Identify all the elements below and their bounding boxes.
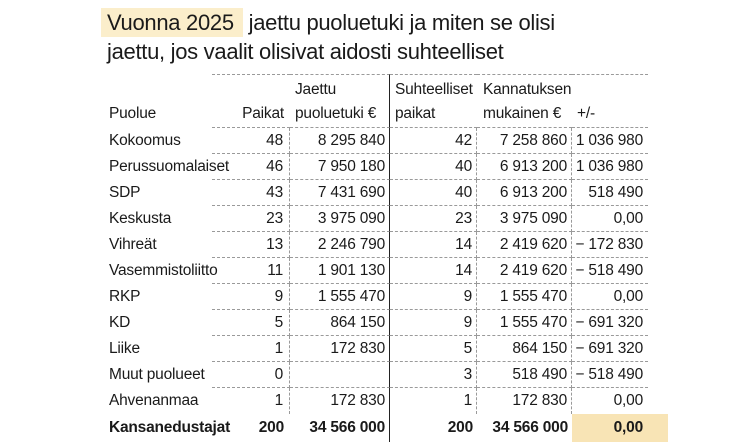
seats-cell: 46 bbox=[212, 154, 290, 180]
prop-subsidy-cell: 2 419 620 bbox=[477, 258, 572, 284]
party-name: Perussuomalaiset bbox=[109, 158, 229, 175]
party-name: Kokoomus bbox=[109, 132, 181, 149]
total-prop-seats-cell: 200 bbox=[447, 419, 473, 436]
prop-seats-cell: 9 bbox=[390, 284, 477, 310]
prop-subsidy-cell: 1 555 470 bbox=[477, 310, 572, 336]
seats-cell: 23 bbox=[212, 206, 290, 232]
diff-cell: − 691 320 bbox=[572, 310, 648, 336]
prop-subsidy-cell: 7 258 860 bbox=[477, 128, 572, 154]
header-suht-paikat: paikat bbox=[390, 101, 477, 128]
party-name: Muut puolueet bbox=[109, 366, 205, 383]
header-puoluetuki: puoluetuki € bbox=[290, 101, 390, 128]
diff-cell: − 518 490 bbox=[572, 258, 648, 284]
diff-cell: − 172 830 bbox=[572, 232, 648, 258]
subsidy-cell: 172 830 bbox=[290, 336, 390, 362]
diff-cell: 0,00 bbox=[572, 206, 648, 232]
prop-seats-cell: 23 bbox=[390, 206, 477, 232]
prop-subsidy-cell: 1 555 470 bbox=[477, 284, 572, 310]
seats-cell: 1 bbox=[212, 336, 290, 362]
prop-seats-cell: 42 bbox=[390, 128, 477, 154]
diff-cell: − 518 490 bbox=[572, 362, 648, 388]
chart-title bbox=[107, 8, 750, 66]
prop-subsidy-cell: 518 490 bbox=[477, 362, 572, 388]
prop-seats-cell: 9 bbox=[390, 310, 477, 336]
prop-seats-cell: 14 bbox=[390, 258, 477, 284]
header-plus-minus: +/- bbox=[572, 101, 648, 128]
seats-cell: 9 bbox=[212, 284, 290, 310]
seats-cell: 48 bbox=[212, 128, 290, 154]
seats-cell: 1 bbox=[212, 388, 290, 414]
subsidy-cell bbox=[290, 362, 390, 388]
prop-seats-cell: 40 bbox=[390, 154, 477, 180]
header-kannatuksen: Kannatuksen bbox=[477, 74, 572, 101]
party-name: KD bbox=[109, 314, 131, 331]
subsidy-cell: 8 295 840 bbox=[290, 128, 390, 154]
total-subsidy-cell: 34 566 000 bbox=[290, 414, 390, 442]
prop-subsidy-cell: 864 150 bbox=[477, 336, 572, 362]
seats-cell: 5 bbox=[212, 310, 290, 336]
diff-cell: 0,00 bbox=[572, 284, 648, 310]
seats-cell: 0 bbox=[212, 362, 290, 388]
prop-subsidy-cell: 3 975 090 bbox=[477, 206, 572, 232]
header-mukainen: mukainen € bbox=[477, 101, 572, 128]
subsidy-cell: 3 975 090 bbox=[290, 206, 390, 232]
diff-cell: 0,00 bbox=[613, 392, 643, 409]
prop-seats-cell: 14 bbox=[390, 232, 477, 258]
prop-subsidy-cell: 6 913 200 bbox=[477, 154, 572, 180]
subsidy-cell: 2 246 790 bbox=[290, 232, 390, 258]
subsidy-cell: 7 431 690 bbox=[290, 180, 390, 206]
party-subsidy-table bbox=[107, 74, 750, 442]
prop-seats-cell: 3 bbox=[390, 362, 477, 388]
header-paikat: Paikat bbox=[212, 101, 290, 128]
diff-cell: − 691 320 bbox=[572, 336, 648, 362]
prop-subsidy-cell: 2 419 620 bbox=[477, 232, 572, 258]
diff-cell: 1 036 980 bbox=[572, 154, 648, 180]
total-prop-subsidy-cell: 34 566 000 bbox=[492, 419, 568, 436]
party-name: SDP bbox=[109, 184, 141, 201]
header-spacer bbox=[572, 74, 648, 101]
subsidy-cell: 864 150 bbox=[290, 310, 390, 336]
header-jaettu: Jaettu bbox=[290, 74, 390, 101]
header-spacer bbox=[107, 74, 212, 101]
party-name: RKP bbox=[109, 288, 141, 305]
subsidy-cell: 1 555 470 bbox=[290, 284, 390, 310]
title-line2: jaettu, jos vaalit olisivat aidosti suhteelliset bbox=[107, 39, 504, 64]
prop-seats-cell: 40 bbox=[390, 180, 477, 206]
subsidy-cell: 1 901 130 bbox=[290, 258, 390, 284]
total-seats-cell: 200 bbox=[258, 419, 284, 436]
title-year-highlight: Vuonna 2025 bbox=[101, 8, 243, 37]
header-suhteelliset: Suhteelliset bbox=[390, 74, 477, 101]
prop-seats-cell: 5 bbox=[390, 336, 477, 362]
total-label: Kansanedustajat bbox=[109, 419, 231, 436]
prop-seats-cell: 1 bbox=[390, 388, 477, 414]
diff-cell: 1 036 980 bbox=[572, 128, 648, 154]
party-name: Vasemmistoliitto bbox=[109, 262, 218, 279]
party-name: Keskusta bbox=[109, 210, 172, 227]
prop-subsidy-cell: 172 830 bbox=[477, 388, 572, 414]
subsidy-cell: 172 830 bbox=[290, 388, 390, 414]
seats-cell: 11 bbox=[212, 258, 290, 284]
prop-subsidy-cell: 6 913 200 bbox=[477, 180, 572, 206]
header-puolue: Puolue bbox=[109, 105, 157, 122]
total-diff-cell: 0,00 bbox=[572, 414, 648, 442]
party-name: Liike bbox=[109, 340, 140, 357]
party-name: Vihreät bbox=[109, 236, 157, 253]
title-line1-rest: jaettu puoluetuki ja miten se olisi bbox=[242, 10, 555, 35]
seats-cell: 43 bbox=[212, 180, 290, 206]
subsidy-cell: 7 950 180 bbox=[290, 154, 390, 180]
seats-cell: 13 bbox=[212, 232, 290, 258]
diff-cell: 518 490 bbox=[572, 180, 648, 206]
header-spacer bbox=[212, 74, 290, 101]
party-name: Ahvenanmaa bbox=[109, 392, 199, 409]
